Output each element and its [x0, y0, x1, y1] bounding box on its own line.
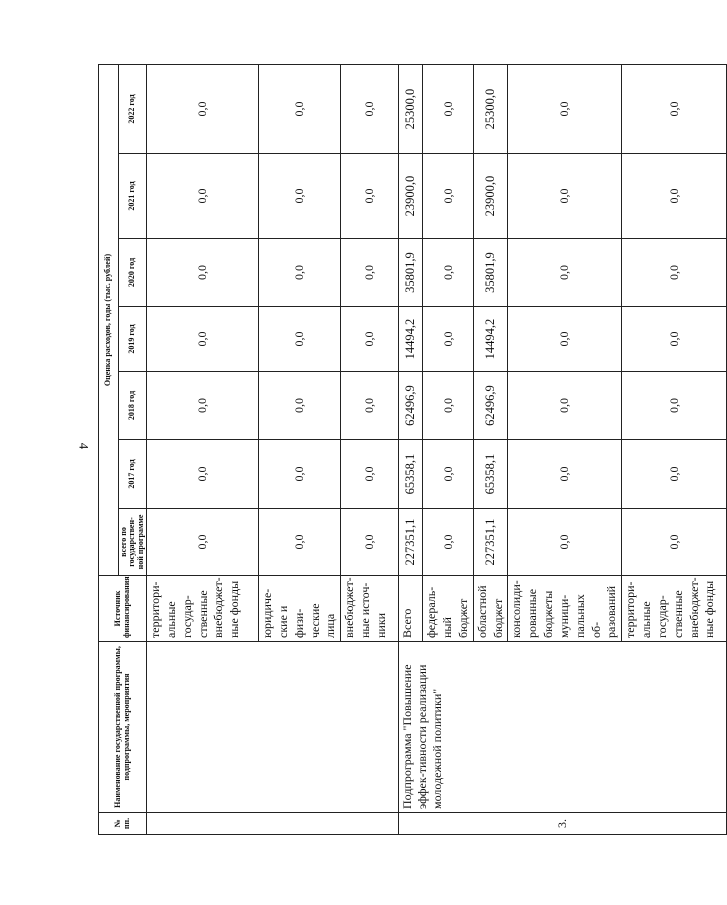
budget-table	[98, 64, 727, 835]
year-value: 0,0	[508, 154, 622, 239]
year-value: 0,0	[259, 154, 341, 239]
year-value: 0,0	[341, 239, 399, 307]
year-value: 35801,9	[473, 239, 508, 307]
year-value: 0,0	[508, 64, 622, 153]
header-estimate: Оценка расходов, годы (тыс. рублей)	[99, 64, 119, 575]
total-value: 0,0	[147, 509, 259, 576]
rotated-budget-table	[98, 65, 717, 835]
total-value: 0,0	[259, 509, 341, 576]
year-value: 0,0	[147, 307, 259, 372]
year-value: 0,0	[147, 372, 259, 440]
header-year: 2020 год	[119, 239, 147, 307]
funding-source: юридиче-ские и физи-ческие лица	[259, 576, 341, 642]
year-value: 14494,2	[473, 307, 508, 372]
funding-source: территори-альные государ-ственные внебюджет-ные фонды	[147, 576, 259, 642]
year-value: 14494,2	[399, 307, 423, 372]
header-total: всего по государствен-ной программе	[119, 509, 147, 576]
year-value: 0,0	[341, 372, 399, 440]
header-source: Источник финансирования	[99, 576, 147, 642]
year-value: 0,0	[259, 372, 341, 440]
year-value: 0,0	[259, 239, 341, 307]
year-value: 62496,9	[473, 372, 508, 440]
year-value: 0,0	[147, 440, 259, 509]
table-row	[399, 64, 423, 834]
year-value: 0,0	[622, 307, 727, 372]
year-value: 0,0	[622, 64, 727, 153]
header-year: 2022 год	[119, 64, 147, 153]
table-row	[147, 64, 259, 834]
year-value: 65358,1	[473, 440, 508, 509]
year-value: 0,0	[423, 239, 473, 307]
header-name: Наименование государственной программы, подпрограммы, мероприятия	[99, 642, 147, 813]
year-value: 23900,0	[399, 154, 423, 239]
year-value: 0,0	[423, 307, 473, 372]
funding-source: федераль-ный бюджет	[423, 576, 473, 642]
funding-source: консолиди-рованные бюджеты муници-пальных об-разований	[508, 576, 622, 642]
total-value: 0,0	[423, 509, 473, 576]
funding-source: территори-альные государ-ственные внебюджет-ные фонды	[622, 576, 727, 642]
year-value: 65358,1	[399, 440, 423, 509]
year-value: 25300,0	[399, 64, 423, 153]
subprogram-name: Подпрограмма "Повышение эффек-тивности реализации молодежной политики"	[399, 642, 727, 813]
total-value: 227351,1	[473, 509, 508, 576]
total-value: 227351,1	[399, 509, 423, 576]
year-value: 0,0	[341, 307, 399, 372]
funding-source: Всего	[399, 576, 423, 642]
year-value: 0,0	[423, 154, 473, 239]
row-number	[147, 813, 399, 835]
year-value: 62496,9	[399, 372, 423, 440]
year-value: 23900,0	[473, 154, 508, 239]
page-number: 4	[76, 442, 92, 450]
year-value: 0,0	[259, 440, 341, 509]
year-value: 0,0	[622, 154, 727, 239]
year-value: 0,0	[341, 440, 399, 509]
total-value: 0,0	[508, 509, 622, 576]
year-value: 0,0	[423, 372, 473, 440]
year-value: 0,0	[508, 239, 622, 307]
row-number: 3.	[399, 813, 727, 835]
year-value: 0,0	[423, 440, 473, 509]
year-value: 0,0	[622, 440, 727, 509]
year-value: 25300,0	[473, 64, 508, 153]
total-value: 0,0	[341, 509, 399, 576]
year-value: 0,0	[622, 239, 727, 307]
total-value: 0,0	[622, 509, 727, 576]
year-value: 0,0	[508, 440, 622, 509]
header-no: № пп.	[99, 813, 147, 835]
header-row-top	[99, 64, 119, 834]
header-year: 2017 год	[119, 440, 147, 509]
header-year: 2018 год	[119, 372, 147, 440]
year-value: 0,0	[341, 64, 399, 153]
funding-source: областной бюджет	[473, 576, 508, 642]
year-value: 0,0	[508, 372, 622, 440]
year-value: 0,0	[147, 64, 259, 153]
year-value: 0,0	[508, 307, 622, 372]
year-value: 0,0	[423, 64, 473, 153]
year-value: 0,0	[147, 239, 259, 307]
row-name	[147, 642, 399, 813]
year-value: 0,0	[259, 307, 341, 372]
year-value: 0,0	[147, 154, 259, 239]
header-year: 2021 год	[119, 154, 147, 239]
year-value: 0,0	[341, 154, 399, 239]
year-value: 0,0	[622, 372, 727, 440]
year-value: 35801,9	[399, 239, 423, 307]
funding-source: внебюджет-ные источ-ники	[341, 576, 399, 642]
header-year: 2019 год	[119, 307, 147, 372]
year-value: 0,0	[259, 64, 341, 153]
